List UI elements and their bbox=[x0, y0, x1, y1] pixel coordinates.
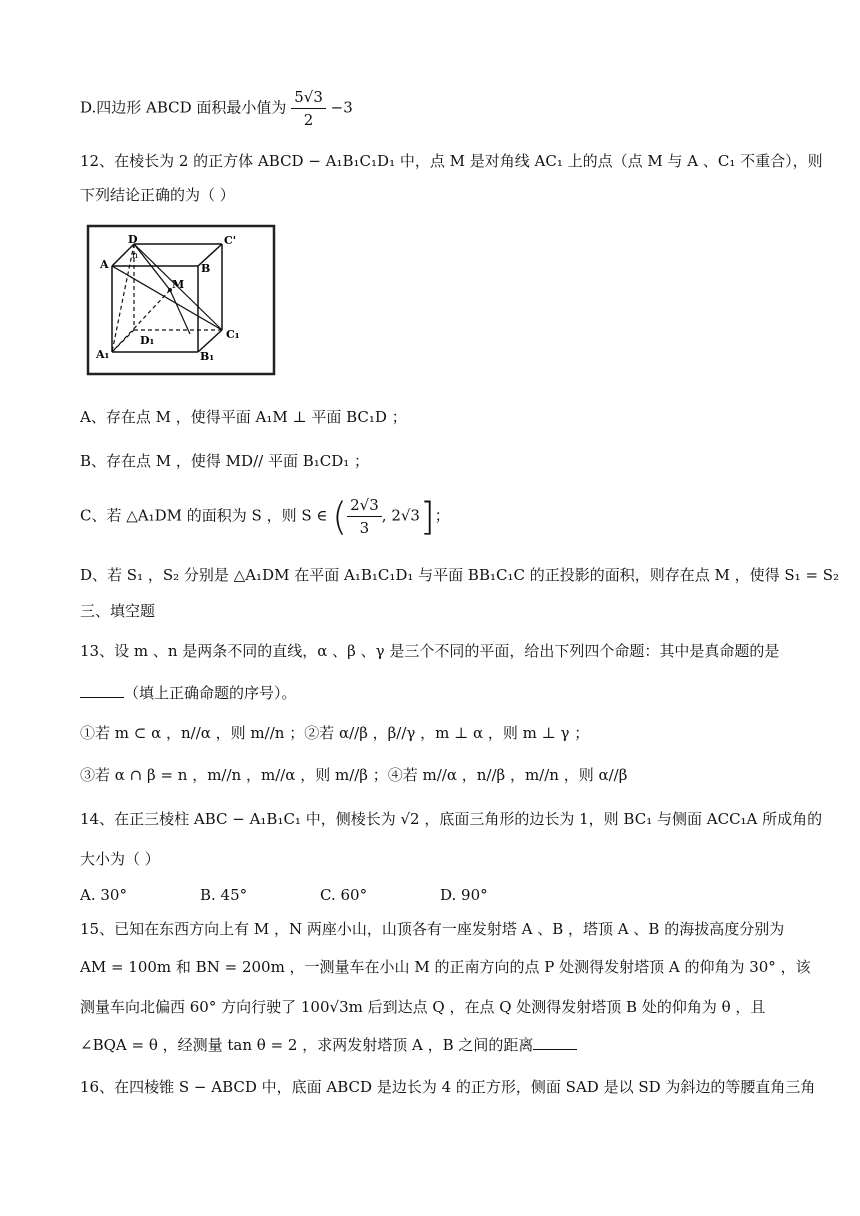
segment-dm bbox=[134, 244, 170, 290]
question-13-line-2 bbox=[80, 682, 297, 704]
answer-blank bbox=[533, 1035, 577, 1050]
label-a1: A₁ bbox=[96, 348, 110, 361]
question-15-line-4 bbox=[80, 1034, 577, 1056]
option-12-a: A、存在点 M ，使得平面 A₁M ⊥ 平面 BC₁D ； bbox=[80, 408, 407, 426]
fraction-numerator: 2√3 bbox=[347, 494, 382, 517]
question-14-choice-c: C. 60° bbox=[320, 886, 368, 904]
fraction-denominator: 3 bbox=[359, 519, 370, 537]
edge bbox=[198, 330, 222, 352]
label-d1: D₁ bbox=[140, 334, 155, 347]
section-heading: 三、填空题 bbox=[80, 602, 156, 620]
question-14-line-1: 14、在正三棱柱 ABC − A₁B₁C₁ 中，侧棱长为 √2 ，底面三角形的边长为 1，则 BC₁ 与侧面 ACC₁A 所成角的 bbox=[80, 810, 823, 828]
question-15-line-3: 测量车向北偏西 60° 方向行驶了 100√3m 后到达点 Q ，在点 Q 处测得发射塔顶 B 处的仰角为 θ ，且 bbox=[80, 998, 766, 1016]
option-d-area-line bbox=[80, 86, 353, 131]
question-14-choice-a: A. 30° bbox=[80, 886, 127, 904]
question-15-line-2: AM = 100m 和 BN = 200m ，一测量车在小山 M 的正南方向的点 P 处测得发射塔顶 A 的仰角为 30° ，该 bbox=[80, 958, 811, 976]
question-14-choice-d: D. 90° bbox=[440, 886, 488, 904]
option-d-text: D.四边形 ABCD 面积最小值为 bbox=[80, 98, 287, 117]
fraction bbox=[291, 86, 326, 131]
segment-da1 bbox=[112, 244, 134, 352]
option-12-b: B、存在点 M ，使得 MD// 平面 B₁CD₁ ； bbox=[80, 452, 370, 470]
interval-upper: , 2√3 bbox=[381, 506, 420, 525]
question-15-line-1: 15、已知在东西方向上有 M ，N 两座小山，山顶各有一座发射塔 A 、B ，塔顶 A 、B 的海拔高度分别为 bbox=[80, 920, 785, 938]
option-12-d: D、若 S₁ ，S₂ 分别是 △A₁DM 在平面 A₁B₁C₁D₁ 与平面 BB₁C₁C 的正投影的面积，则存在点 M ，使得 S₁ = S₂ bbox=[80, 566, 840, 584]
label-m: M bbox=[172, 278, 185, 291]
fraction-numerator: 5√3 bbox=[291, 86, 326, 109]
close-bracket: ] bbox=[419, 494, 435, 539]
option-12-c bbox=[80, 494, 450, 539]
option-12-c-text: C、若 △A₁DM 的面积为 S ，则 S ∈ bbox=[80, 506, 328, 525]
question-13-props-2: ③若 α ∩ β = n ，m//n ，m//α ，则 m//β ；④若 m//α ，n//β ，m//n ，则 α//β bbox=[80, 766, 628, 784]
question-14-choice-b: B. 45° bbox=[200, 886, 248, 904]
fraction bbox=[347, 494, 382, 539]
label-d: D bbox=[128, 233, 138, 246]
answer-blank bbox=[80, 683, 124, 698]
label-b: B bbox=[201, 262, 211, 275]
option-d-tail: −3 bbox=[330, 98, 353, 117]
edge bbox=[112, 244, 134, 266]
fraction-denominator: 2 bbox=[303, 111, 314, 129]
label-b1: B₁ bbox=[200, 350, 215, 363]
label-c1: C₁ bbox=[226, 328, 240, 341]
cube-figure bbox=[86, 224, 276, 376]
question-13-note: （填上正确命题的序号）。 bbox=[124, 684, 297, 702]
open-paren: ( bbox=[332, 494, 348, 539]
question-14-line-2: 大小为（ ） bbox=[80, 850, 160, 868]
label-n: n bbox=[132, 251, 138, 261]
question-16-line-1: 16、在四棱锥 S − ABCD 中，底面 ABCD 是边长为 4 的正方形，侧面 SAD 是以 SD 为斜边的等腰直角三角 bbox=[80, 1078, 816, 1096]
question-13-props-1: ①若 m ⊂ α ，n//α ，则 m//n ；②若 α//β ，β//γ ，m ⊥ α ，则 m ⊥ γ ； bbox=[80, 724, 590, 742]
question-15-text: ∠BQA = θ ，经测量 tan θ = 2 ，求两发射塔顶 A ，B 之间的距离 bbox=[80, 1036, 534, 1054]
label-a: A bbox=[100, 258, 109, 271]
option-12-c-end: ； bbox=[434, 506, 450, 525]
question-12-line-1: 12、在棱长为 2 的正方体 ABCD − A₁B₁C₁D₁ 中，点 M 是对角线 AC₁ 上的点（点 M 与 A 、C₁ 不重合），则 bbox=[80, 152, 823, 170]
question-13-line-1: 13、设 m 、n 是两条不同的直线，α 、β 、γ 是三个不同的平面，给出下列四个命题：其中是真命题的是 bbox=[80, 642, 780, 660]
question-12-line-2: 下列结论正确的为（ ） bbox=[80, 186, 235, 204]
label-c-prime: C' bbox=[224, 234, 237, 247]
